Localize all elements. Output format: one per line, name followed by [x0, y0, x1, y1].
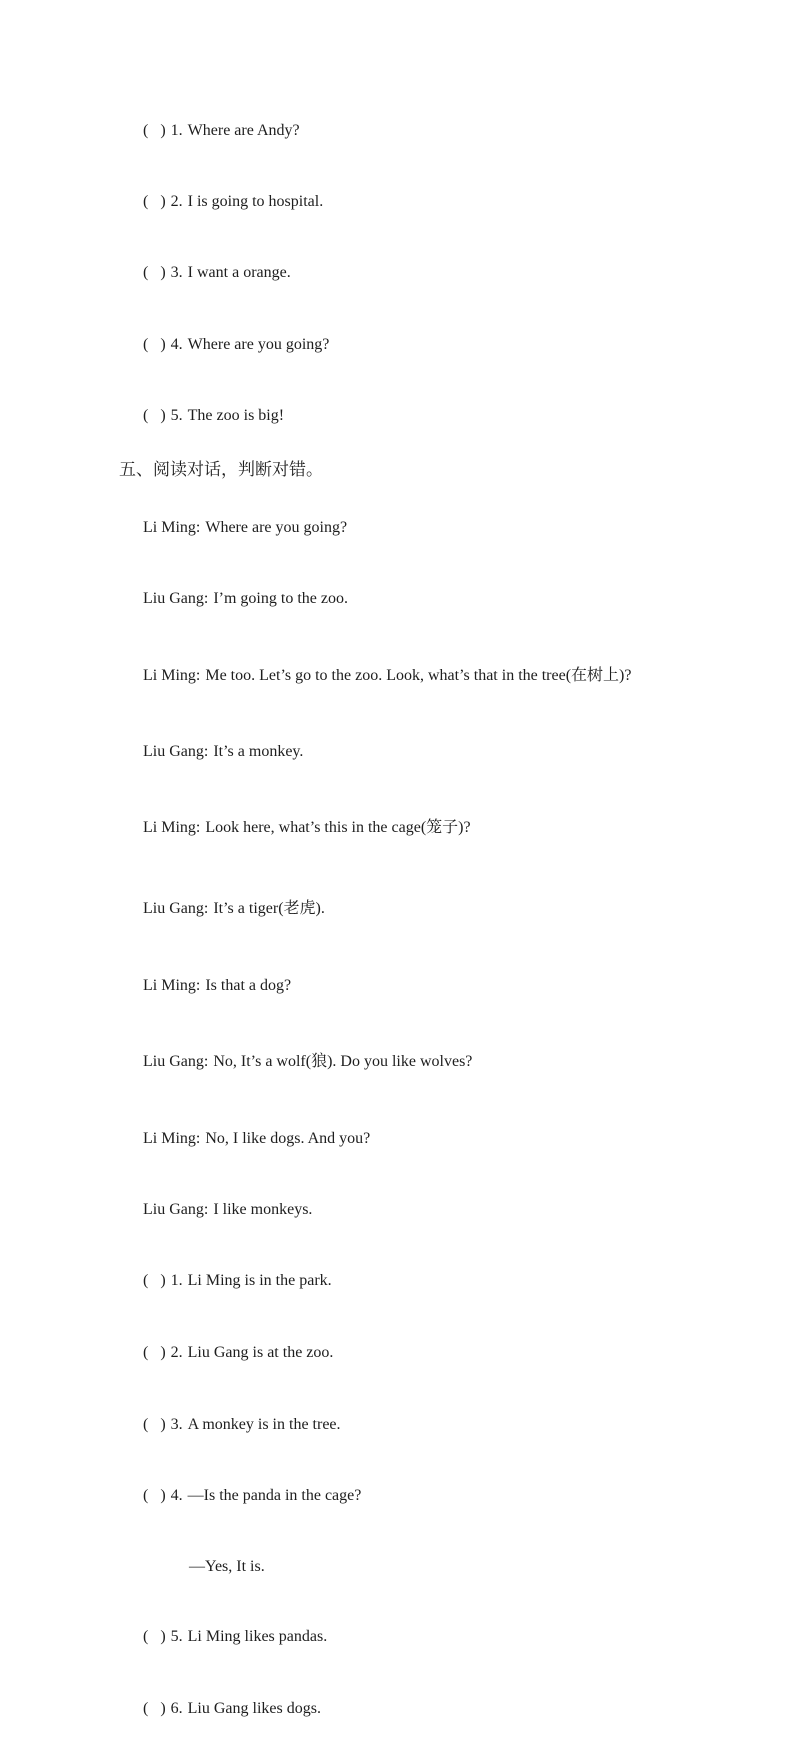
dialogue-text: I like monkeys.	[213, 1201, 313, 1218]
speaker-name: Liu Gang:	[143, 743, 209, 760]
judgement-item-answer-line	[119, 1537, 753, 1597]
answer-bracket: ( )	[143, 336, 166, 353]
item-text: —Yes, It is.	[189, 1558, 265, 1575]
item-number: 6.	[170, 1700, 183, 1717]
answer-bracket: ( )	[143, 1700, 166, 1717]
item-text: Where are you going?	[187, 336, 330, 353]
dialogue-line	[119, 498, 753, 558]
dialogue-text: Me too. Let’s go to the zoo. Look, what’s that in the tree(在树上)?	[205, 667, 632, 684]
item-text: I want a orange.	[187, 264, 291, 281]
dialogue-text: It’s a monkey.	[213, 743, 304, 760]
dialogue-line	[119, 1180, 753, 1240]
section-heading: 五、阅读对话，判断对错。	[119, 460, 323, 479]
dialogue-line	[119, 798, 753, 858]
answer-bracket: ( )	[143, 1416, 166, 1433]
item-text: —Is the panda in the cage?	[187, 1487, 362, 1504]
dialogue-line	[119, 722, 753, 782]
item-text: Li Ming likes pandas.	[187, 1628, 328, 1645]
item-number: 3.	[170, 264, 183, 281]
item-number: 1.	[170, 1272, 183, 1289]
item-text: Liu Gang likes dogs.	[187, 1700, 321, 1717]
item-number: 5.	[170, 1628, 183, 1645]
item-number: 4.	[170, 336, 183, 353]
judgement-item	[119, 172, 753, 232]
judgement-item	[119, 1679, 753, 1739]
judgement-item	[119, 315, 753, 375]
dialogue-text: Where are you going?	[205, 519, 348, 536]
judgement-item	[119, 1607, 753, 1667]
judgement-section-part5	[119, 1251, 753, 1739]
answer-bracket: ( )	[143, 1272, 166, 1289]
judgement-item	[119, 243, 753, 303]
item-number: 5.	[170, 407, 183, 424]
answer-bracket: ( )	[143, 1628, 166, 1645]
dialogue-section	[119, 498, 753, 1240]
speaker-name: Li Ming:	[143, 977, 201, 994]
item-text: I is going to hospital.	[187, 193, 324, 210]
speaker-name: Li Ming:	[143, 519, 201, 536]
speaker-name: Liu Gang:	[143, 590, 209, 607]
answer-bracket: ( )	[143, 1344, 166, 1361]
item-number: 4.	[170, 1487, 183, 1504]
judgement-item	[119, 1395, 753, 1455]
answer-bracket: ( )	[143, 264, 166, 281]
speaker-name: Li Ming:	[143, 819, 201, 836]
dialogue-text: No, I like dogs. And you?	[205, 1130, 371, 1147]
answer-bracket: ( )	[143, 1487, 166, 1504]
item-number: 1.	[170, 122, 183, 139]
item-number: 2.	[170, 193, 183, 210]
item-number: 2.	[170, 1344, 183, 1361]
item-text: Liu Gang is at the zoo.	[187, 1344, 334, 1361]
judgement-section-part4	[119, 101, 753, 446]
dialogue-text: I’m going to the zoo.	[213, 590, 348, 607]
judgement-item	[119, 1466, 753, 1526]
speaker-name: Liu Gang:	[143, 1053, 209, 1070]
dialogue-line	[119, 646, 753, 706]
answer-bracket: ( )	[143, 122, 166, 139]
item-text: Li Ming is in the park.	[187, 1272, 332, 1289]
judgement-item	[119, 1323, 753, 1383]
speaker-name: Li Ming:	[143, 667, 201, 684]
item-text: Where are Andy?	[187, 122, 300, 139]
answer-bracket: ( )	[143, 193, 166, 210]
answer-bracket: ( )	[143, 407, 166, 424]
speaker-name: Liu Gang:	[143, 1201, 209, 1218]
dialogue-text: No, It’s a wolf(狼). Do you like wolves?	[213, 1053, 473, 1070]
judgement-item	[119, 386, 753, 446]
dialogue-text: Look here, what’s this in the cage(笼子)?	[205, 819, 471, 836]
judgement-item	[119, 101, 753, 161]
dialogue-line	[119, 1032, 753, 1092]
dialogue-line	[119, 569, 753, 629]
item-number: 3.	[170, 1416, 183, 1433]
dialogue-text: It’s a tiger(老虎).	[213, 900, 325, 917]
judgement-item	[119, 1251, 753, 1311]
dialogue-line	[119, 956, 753, 1016]
dialogue-line	[119, 879, 753, 939]
speaker-name: Liu Gang:	[143, 900, 209, 917]
speaker-name: Li Ming:	[143, 1130, 201, 1147]
item-text: The zoo is big!	[187, 407, 285, 424]
dialogue-line	[119, 1109, 753, 1169]
item-text: A monkey is in the tree.	[187, 1416, 341, 1433]
dialogue-text: Is that a dog?	[205, 977, 292, 994]
